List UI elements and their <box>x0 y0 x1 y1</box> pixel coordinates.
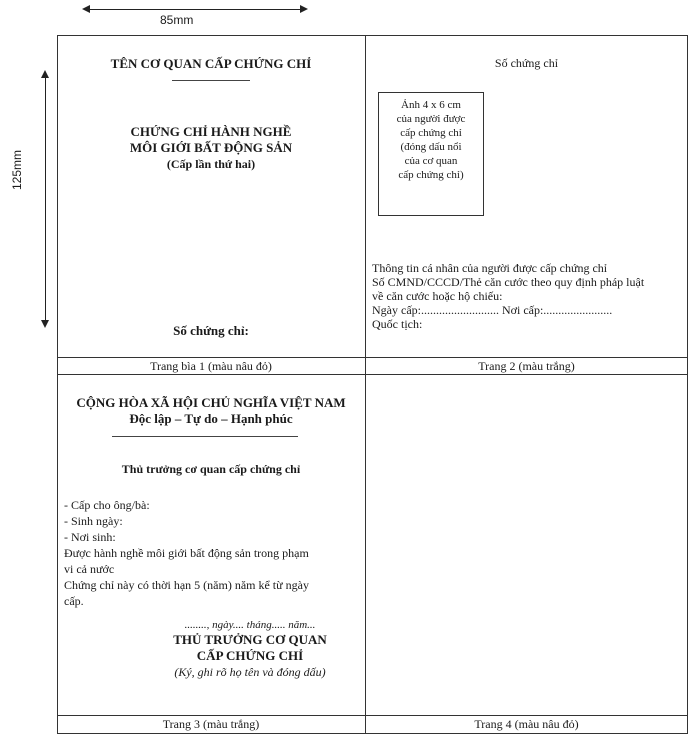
body-line: vi cả nước <box>64 562 115 576</box>
width-dimension-arrow <box>82 0 308 22</box>
page4-caption: Trang 4 (màu nâu đỏ) <box>474 717 579 731</box>
page3-caption: Trang 3 (màu trắng) <box>162 717 260 731</box>
arrow-down-icon <box>41 320 49 328</box>
page3-body <box>64 497 362 609</box>
vertical-divider <box>365 35 366 734</box>
height-dimension-arrow <box>38 70 54 328</box>
page1-2-bottom-divider <box>57 374 688 375</box>
info-line: Thông tin cá nhân của người được cấp chứng chỉ <box>372 261 608 275</box>
width-dimension-label: 85mm <box>160 13 194 27</box>
page3-signer-line2: CẤP CHỨNG CHỈ <box>196 648 304 663</box>
info-line: Quốc tịch: <box>372 317 423 331</box>
info-line: về căn cước hoặc hộ chiếu: <box>372 289 503 303</box>
page1-subtitle: (Cấp lần thứ hai) <box>166 157 256 171</box>
photo-placeholder-box <box>378 92 484 216</box>
body-line: - Nơi sinh: <box>64 530 116 544</box>
photo-line: Ảnh 4 x 6 cm <box>401 99 461 111</box>
height-dimension-label: 125mm <box>10 149 24 190</box>
photo-line: của người được <box>396 113 466 125</box>
page3-date-line: ........, ngày.... tháng..... năm... <box>184 619 316 631</box>
arrow-right-icon <box>300 5 308 13</box>
body-line: - Sinh ngày: <box>64 514 123 528</box>
page3-sign-note: (Ký, ghi rõ họ tên và đóng dấu) <box>174 665 326 679</box>
info-line: Ngày cấp:.......................... Nơi cấp:....................... <box>372 303 613 317</box>
dimension-line <box>45 76 46 322</box>
body-line: Chứng chỉ này có thời hạn 5 (năm) năm kể từ ngày <box>64 578 309 592</box>
page2-cert-number-label: Số chứng chỉ <box>494 56 559 70</box>
photo-line: của cơ quan <box>404 155 458 167</box>
photo-line: cấp chứng chỉ) <box>398 169 464 181</box>
page3-head-of-agency: Thủ trưởng cơ quan cấp chứng chỉ <box>121 462 301 476</box>
page1-cert-number-label: Số chứng chỉ: <box>173 323 249 338</box>
page3-4-caption-top-divider <box>57 715 688 716</box>
page1-title-line1: CHỨNG CHỈ HÀNH NGHỀ <box>130 124 292 139</box>
page1-caption: Trang bìa 1 (màu nâu đỏ) <box>150 359 272 373</box>
page2-personal-info <box>372 261 684 331</box>
page3-motto: Độc lập – Tự do – Hạnh phúc <box>129 411 293 426</box>
page1-title-line2: MÔI GIỚI BẤT ĐỘNG SẢN <box>129 140 293 155</box>
dimension-line <box>88 9 302 10</box>
page3-nation-title: CỘNG HÒA XÃ HỘI CHỦ NGHĨA VIỆT NAM <box>76 395 346 410</box>
page2-caption: Trang 2 (màu trắng) <box>478 359 575 373</box>
page1-2-caption-top-divider <box>57 357 688 358</box>
page1-agency-name: TÊN CƠ QUAN CẤP CHỨNG CHỈ <box>110 56 312 71</box>
page3-signer-line1: THỦ TRƯỞNG CƠ QUAN <box>173 632 327 647</box>
body-line: - Cấp cho ông/bà: <box>64 498 150 512</box>
body-line: cấp. <box>64 594 84 608</box>
body-line: Được hành nghề môi giới bất động sản trong phạm <box>64 546 309 560</box>
photo-line: cấp chứng chỉ <box>400 127 462 139</box>
info-line: Số CMND/CCCD/Thẻ căn cước theo quy định pháp luật <box>372 275 645 289</box>
photo-line: (đóng dấu nổi <box>400 141 462 153</box>
page3-motto-rule <box>112 436 298 437</box>
page1-title-rule <box>172 80 250 81</box>
